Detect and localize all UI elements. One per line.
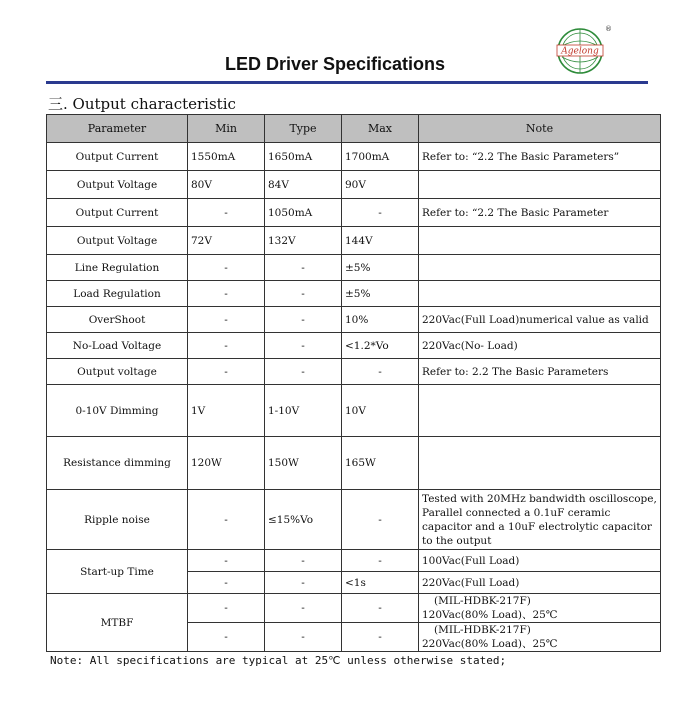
param-cell: Output Current [47, 199, 188, 227]
table-row [47, 199, 661, 227]
table-row [47, 490, 661, 550]
logo-text: Agelong [561, 46, 599, 57]
note-cell [419, 171, 661, 199]
note-cell [419, 437, 661, 490]
header-parameter: Parameter [47, 115, 188, 143]
max-cell: - [342, 199, 419, 227]
min-cell: - [188, 359, 265, 385]
table-row [47, 307, 661, 333]
type-cell: 150W [265, 437, 342, 490]
type-cell: 84V [265, 171, 342, 199]
param-cell: Load Regulation [47, 281, 188, 307]
param-cell: Resistance dimming [47, 437, 188, 490]
type-cell: - [265, 255, 342, 281]
min-cell: - [188, 255, 265, 281]
param-cell: Output voltage [47, 359, 188, 385]
max-cell: ±5% [342, 281, 419, 307]
type-cell: - [265, 333, 342, 359]
min-cell: - [188, 550, 265, 572]
param-cell: No-Load Voltage [47, 333, 188, 359]
table-row [47, 171, 661, 199]
header-max: Max [342, 115, 419, 143]
min-cell: 1550mA [188, 143, 265, 171]
min-cell: - [188, 490, 265, 550]
header-type: Type [265, 115, 342, 143]
param-cell: OverShoot [47, 307, 188, 333]
min-cell: 72V [188, 227, 265, 255]
type-cell: 1050mA [265, 199, 342, 227]
type-cell: - [265, 281, 342, 307]
note-line-standard: (MIL-HDBK-217F) [434, 595, 531, 607]
output-characteristic-table [46, 114, 661, 652]
param-cell: Output Current [47, 143, 188, 171]
table-row [47, 143, 661, 171]
param-cell: Line Regulation [47, 255, 188, 281]
max-cell: 1700mA [342, 143, 419, 171]
max-cell: ±5% [342, 255, 419, 281]
table-row [47, 333, 661, 359]
max-cell: - [342, 594, 419, 623]
table-row [47, 255, 661, 281]
max-cell: <1.2*Vo [342, 333, 419, 359]
note-cell: 220Vac(No- Load) [419, 333, 661, 359]
type-cell: 1-10V [265, 385, 342, 437]
registered-mark: ® [605, 25, 612, 33]
param-cell: Start-up Time [47, 550, 188, 594]
note-line-standard: (MIL-HDBK-217F) [434, 624, 531, 636]
note-cell: Refer to: “2.2 The Basic Parameter [419, 199, 661, 227]
agelong-logo [553, 22, 611, 76]
type-cell: - [265, 307, 342, 333]
note-cell [419, 281, 661, 307]
min-cell: - [188, 199, 265, 227]
type-cell: 1650mA [265, 143, 342, 171]
table-row [47, 227, 661, 255]
param-cell: Output Voltage [47, 227, 188, 255]
type-cell: - [265, 594, 342, 623]
type-cell: ≤15%Vo [265, 490, 342, 550]
note-cell: 220Vac(Full Load) [419, 572, 661, 594]
table-row [47, 550, 661, 572]
type-cell: - [265, 550, 342, 572]
note-cell: Refer to: “2.2 The Basic Parameters” [419, 143, 661, 171]
max-cell: - [342, 490, 419, 550]
note-cell [419, 623, 661, 652]
max-cell: - [342, 359, 419, 385]
max-cell: 90V [342, 171, 419, 199]
page-title: LED Driver Specifications [224, 54, 446, 74]
table-row [47, 437, 661, 490]
note-cell: Refer to: 2.2 The Basic Parameters [419, 359, 661, 385]
note-cell: 100Vac(Full Load) [419, 550, 661, 572]
min-cell: - [188, 281, 265, 307]
note-cell [419, 594, 661, 623]
min-cell: 120W [188, 437, 265, 490]
min-cell: - [188, 623, 265, 652]
type-cell: - [265, 572, 342, 594]
note-line-condition: 120Vac(80% Load)、25℃ [422, 609, 558, 621]
type-cell: 132V [265, 227, 342, 255]
min-cell: 80V [188, 171, 265, 199]
note-cell [419, 255, 661, 281]
max-cell: 165W [342, 437, 419, 490]
max-cell: - [342, 623, 419, 652]
note-cell [419, 385, 661, 437]
max-cell: 10% [342, 307, 419, 333]
max-cell: - [342, 550, 419, 572]
param-cell: MTBF [47, 594, 188, 652]
min-cell: - [188, 572, 265, 594]
type-cell: - [265, 359, 342, 385]
min-cell: - [188, 307, 265, 333]
note-cell: 220Vac(Full Load)numerical value as valid [419, 307, 661, 333]
table-row [47, 281, 661, 307]
min-cell: - [188, 333, 265, 359]
param-cell: Ripple noise [47, 490, 188, 550]
param-cell: 0-10V Dimming [47, 385, 188, 437]
param-cell: Output Voltage [47, 171, 188, 199]
table-row [47, 594, 661, 623]
type-cell: - [265, 623, 342, 652]
min-cell: 1V [188, 385, 265, 437]
header-note: Note [419, 115, 661, 143]
footnote: Note: All specifications are typical at 25℃ unless otherwise stated; [50, 654, 507, 667]
note-cell [419, 227, 661, 255]
table-row [47, 359, 661, 385]
header-min: Min [188, 115, 265, 143]
max-cell: <1s [342, 572, 419, 594]
max-cell: 10V [342, 385, 419, 437]
header-rule [46, 81, 648, 84]
table-row [47, 385, 661, 437]
max-cell: 144V [342, 227, 419, 255]
table-header-row [47, 115, 661, 143]
note-line-condition: 220Vac(80% Load)、25℃ [422, 638, 558, 650]
section-title: 三. Output characteristic [48, 95, 236, 113]
note-cell: Tested with 20MHz bandwidth oscilloscope, Parallel connected a 0.1uF ceramic capacitor and a 10uF electrolytic capacitor to the output [419, 490, 661, 550]
min-cell: - [188, 594, 265, 623]
